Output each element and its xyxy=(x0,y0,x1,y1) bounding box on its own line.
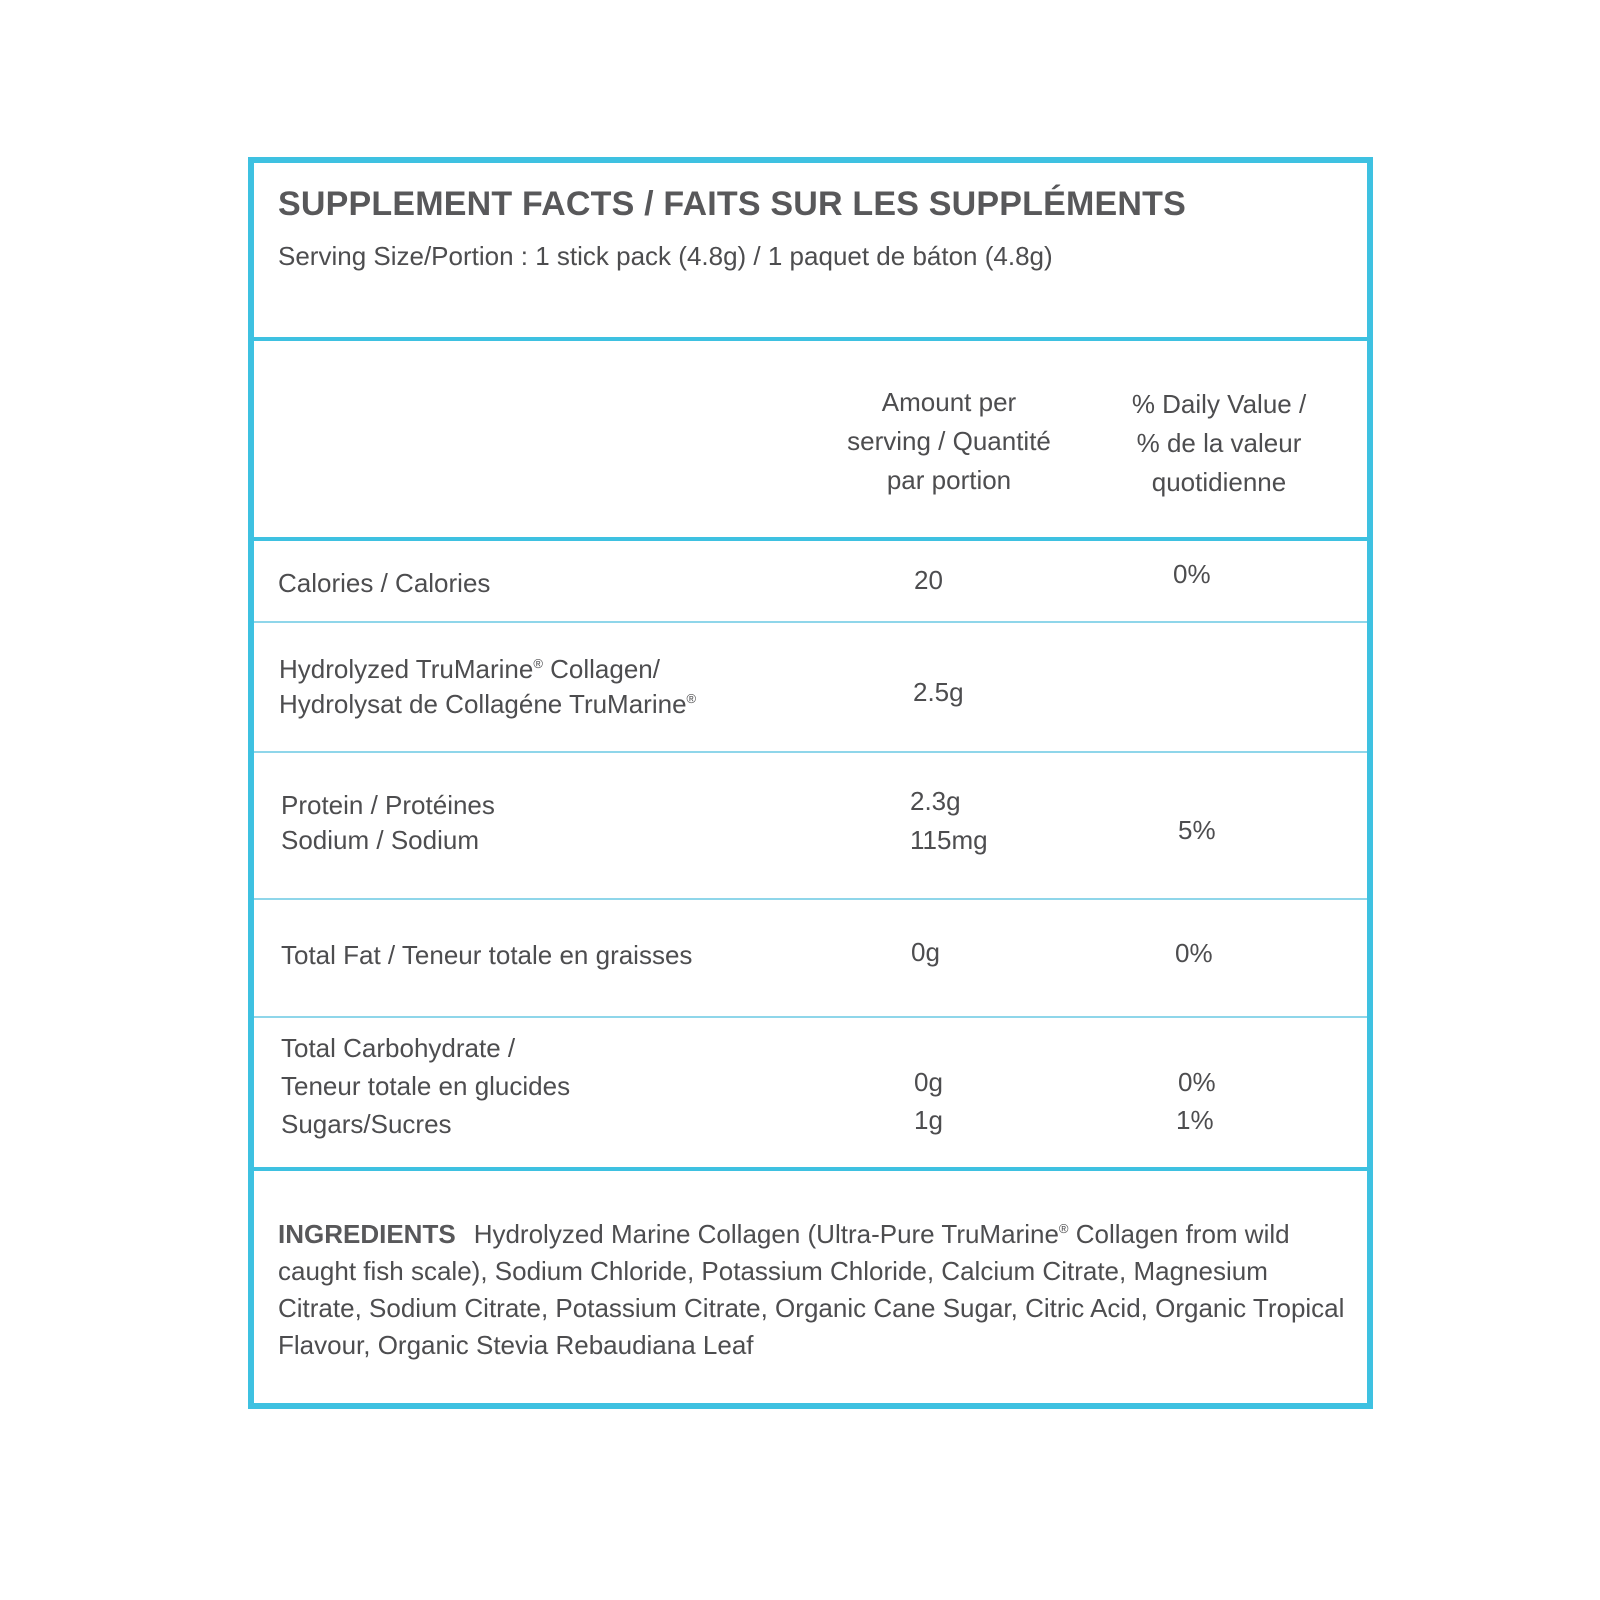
collagen-row xyxy=(254,623,1367,753)
collagen-amount: 2.5g xyxy=(913,677,964,707)
amount-per-serving-header: Amount per serving / Quantité par portion xyxy=(847,387,1051,495)
collagen-label-line1: Hydrolyzed TruMarine® Collagen/ xyxy=(279,654,660,684)
sugars-dv: 1% xyxy=(1176,1105,1214,1135)
carbohydrate-amount: 0g xyxy=(914,1067,943,1097)
protein-label: Protein / Protéines xyxy=(281,790,495,820)
column-headers xyxy=(254,341,1367,541)
sugars-amount: 1g xyxy=(914,1105,943,1135)
ingredients-text: Hydrolyzed Marine Collagen (Ultra-Pure TruMarine xyxy=(473,1219,1059,1249)
total-fat-dv: 0% xyxy=(1175,938,1213,968)
daily-value-header: % Daily Value / % de la valeur quotidienne xyxy=(1131,389,1307,497)
sodium-label: Sodium / Sodium xyxy=(281,825,479,855)
calories-dv: 0% xyxy=(1173,559,1211,589)
ingredients-label: INGREDIENTS xyxy=(278,1219,456,1249)
ingredients-block: INGREDIENTS Hydrolyzed Marine Collagen (Ultra-Pure TruMarine® Collagen from wild caught fish scale), Sodium Chloride, Potassium Chloride, Calcium Citrate, Magnesium Citrate, Sodium Citrate, Potassium Citrate, Organic Cane Sugar, Citric Acid, Organic Tropical Flavour, Organic Stevia Rebaudiana Leaf xyxy=(278,1219,1345,1360)
carbohydrate-row xyxy=(254,1018,1367,1171)
serving-size: Serving Size/Portion : 1 stick pack (4.8g) / 1 paquet de báton (4.8g) xyxy=(278,241,1053,271)
ingredients-text-cont: Collagen from wild caught fish scale), Sodium Chloride, Potassium Chloride, Calcium Citrate, Magnesium Citrate, Sodium Citrate, Potassium Citrate, Organic Cane Sugar, Citric Acid, Organic Tropical Flavour, Organic Stevia Rebaudiana Leaf xyxy=(278,1219,1345,1360)
protein-amount: 2.3g xyxy=(910,786,961,816)
sugars-label: Sugars/Sucres xyxy=(281,1109,452,1139)
collagen-label-line2: Hydrolysat de Collagéne TruMarine® xyxy=(279,689,697,719)
facts-header xyxy=(254,163,1367,341)
protein-sodium-row xyxy=(254,753,1367,900)
total-fat-label: Total Fat / Teneur totale en graisses xyxy=(281,940,693,970)
carbohydrate-dv: 0% xyxy=(1178,1067,1216,1097)
calories-row xyxy=(254,541,1367,623)
supplement-facts-panel xyxy=(248,157,1373,1409)
calories-amount: 20 xyxy=(914,565,943,595)
sodium-amount: 115mg xyxy=(910,825,988,855)
calories-label: Calories / Calories xyxy=(278,568,491,598)
sodium-dv: 5% xyxy=(1178,815,1216,845)
carbohydrate-label-line2: Teneur totale en glucides xyxy=(281,1071,571,1101)
total-fat-amount: 0g xyxy=(911,937,940,967)
carbohydrate-label-line1: Total Carbohydrate / xyxy=(281,1033,516,1063)
facts-title: SUPPLEMENT FACTS / FAITS SUR LES SUPPLÉMENTS xyxy=(278,185,1187,223)
total-fat-row xyxy=(254,900,1367,1018)
